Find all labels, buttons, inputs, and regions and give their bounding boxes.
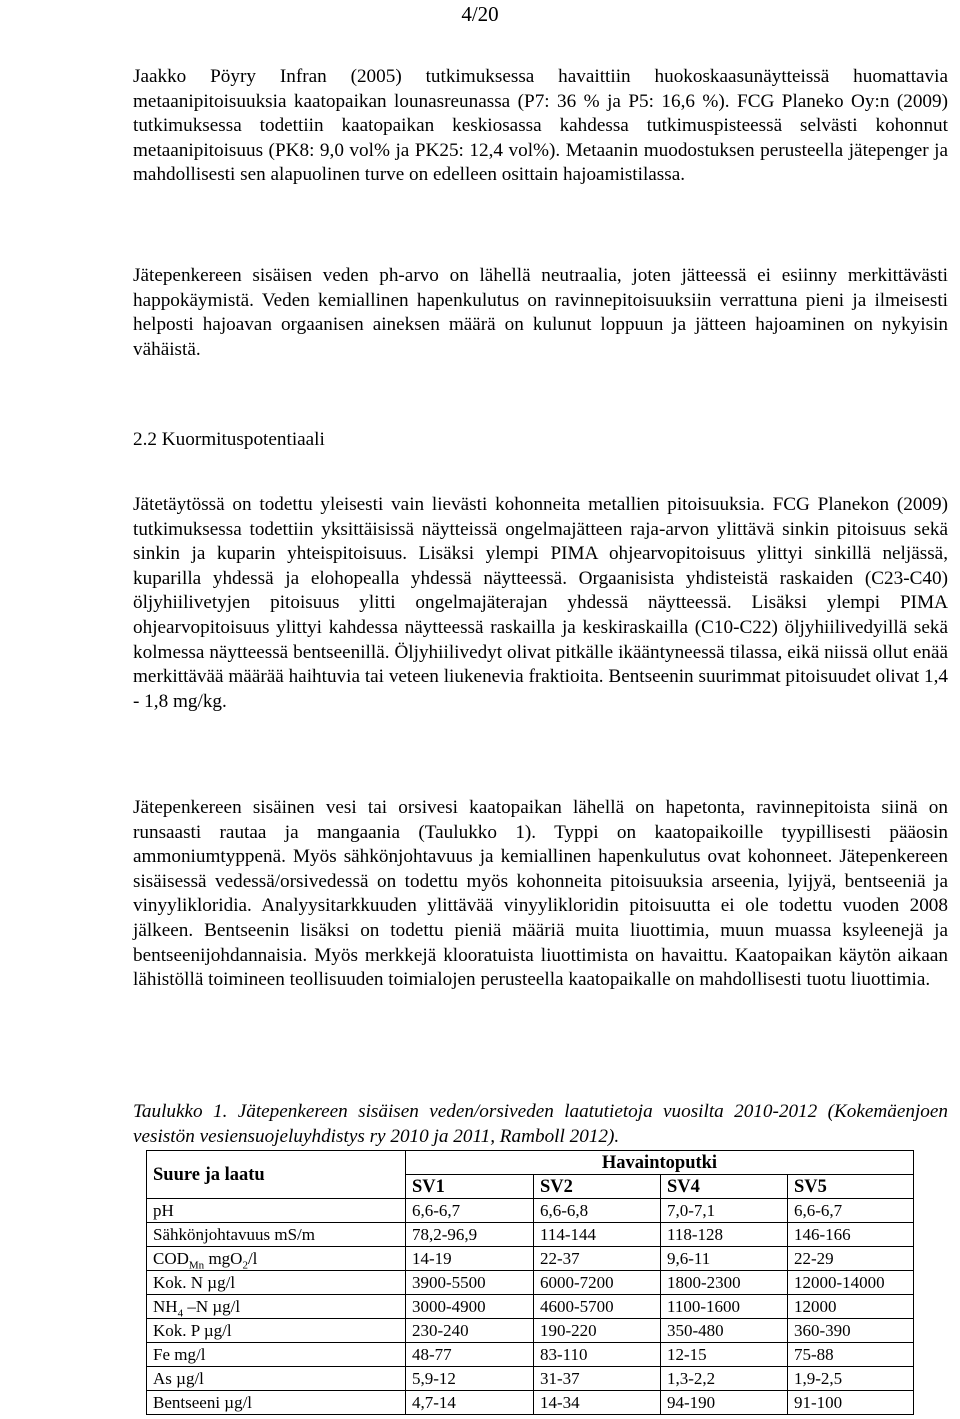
value-cell: 78,2-96,9 [406, 1223, 534, 1247]
label-text: NH [153, 1296, 178, 1316]
row-label-cell [147, 1223, 406, 1247]
value-cell: 12000-14000 [788, 1271, 914, 1295]
table-row [147, 1295, 914, 1319]
value-cell: 48-77 [406, 1343, 534, 1367]
column-header: SV2 [534, 1175, 661, 1199]
table-header-row [147, 1151, 914, 1175]
row-label-cell [147, 1271, 406, 1295]
table-row [147, 1223, 914, 1247]
table-row [147, 1391, 914, 1415]
row-label-cell [147, 1343, 406, 1367]
label-text: pH [153, 1200, 174, 1220]
value-cell: 5,9-12 [406, 1367, 534, 1391]
subscript: Mn [188, 1258, 205, 1271]
value-cell: 1,9-2,5 [788, 1367, 914, 1391]
label-text: Kok. N µg/l [153, 1272, 236, 1292]
value-cell: 6000-7200 [534, 1271, 661, 1295]
label-text: Fe mg/l [153, 1344, 206, 1364]
column-header: SV5 [788, 1175, 914, 1199]
row-label-cell [147, 1199, 406, 1223]
label-text: /l [247, 1248, 258, 1268]
value-cell: 6,6-6,8 [534, 1199, 661, 1223]
row-label-cell [147, 1319, 406, 1343]
value-cell: 12-15 [661, 1343, 788, 1367]
column-header: SV4 [661, 1175, 788, 1199]
value-cell: 1100-1600 [661, 1295, 788, 1319]
table-body [147, 1199, 914, 1415]
label-text: Sähkönjohtavuus mS/m [153, 1224, 315, 1244]
table-row [147, 1247, 914, 1271]
label-text: mgO [204, 1248, 243, 1268]
value-cell: 6,6-6,7 [406, 1199, 534, 1223]
value-cell: 3900-5500 [406, 1271, 534, 1295]
subscript: 4 [177, 1306, 184, 1319]
value-cell: 190-220 [534, 1319, 661, 1343]
value-cell: 7,0-7,1 [661, 1199, 788, 1223]
paragraph-ph: Jätepenkereen sisäisen veden ph-arvo on lähellä neutraalia, joten jätteessä ei esiinny merkittävästi happokäymistä. Veden kemiallinen hapenkulutus on ravinnepitoisuuksiin verrattuna pieni ja ilmeisesti helposti hajoavan orgaanisen aineksen määrä on kulunut loppuun ja jätteen hajoaminen on nykyisin vähäistä. [133, 265, 948, 360]
value-cell: 14-19 [406, 1247, 534, 1271]
value-cell: 1,3-2,2 [661, 1367, 788, 1391]
row-label-cell [147, 1367, 406, 1391]
paragraph-metals: Jätetäytössä on todettu yleisesti vain lievästi kohonneita metallien pitoisuuksia. FCG Planekon (2009) tutkimuksessa todettiin yksittäisissä näytteissä ongelmajätteen raja-arvon ylittävä sinkin pitoisuus sekä sinkin ja kuparin yhteispitoisuus. Lisäksi ylempi PIMA ohjearvopitoisuus ylittyi sinkillä neljässä, kuparilla yhdessä ja elohopealla yhdessä näytteessä. Orgaanisista yhdisteistä raskaiden (C23-C40) öljyhiilivetyjen pitoisuus ylitti ongelmajäterajan yhdessä näytteessä. Lisäksi ylempi PIMA ohjearvopitoisuus ylittyi kahdessa näytteessä raskailla ja keskiraskailla (C10-C22) öljyhiilivedyillä sekä kolmessa näytteessä bentseenillä. Öljyhiilivedyt olivat pitkälle ikääntyneessä tilassa, eikä niissä ollut enää merkittävää määrää haihtuvia tai veteen liukenevia fraktioita. Bentseenin suurimmat pitoisuudet olivat 1,4 - 1,8 mg/kg. [133, 494, 948, 712]
value-cell: 118-128 [661, 1223, 788, 1247]
row-label-cell [147, 1247, 406, 1271]
value-cell: 360-390 [788, 1319, 914, 1343]
value-cell: 3000-4900 [406, 1295, 534, 1319]
value-cell: 91-100 [788, 1391, 914, 1415]
value-cell: 4600-5700 [534, 1295, 661, 1319]
subscript: 2 [242, 1258, 248, 1271]
value-cell: 31-37 [534, 1367, 661, 1391]
label-text: Kok. P µg/l [153, 1320, 232, 1340]
value-cell: 75-88 [788, 1343, 914, 1367]
value-cell: 350-480 [661, 1319, 788, 1343]
column-header: SV1 [406, 1175, 534, 1199]
label-text: As µg/l [153, 1368, 204, 1388]
table-row [147, 1271, 914, 1295]
table-row [147, 1367, 914, 1391]
table-row [147, 1199, 914, 1223]
label-text: COD [153, 1248, 189, 1268]
value-cell: 83-110 [534, 1343, 661, 1367]
value-cell: 6,6-6,7 [788, 1199, 914, 1223]
table-row [147, 1319, 914, 1343]
paragraph-water: Jätepenkereen sisäinen vesi tai orsivesi kaatopaikan lähellä on hapetonta, ravinnepitoista siinä on runsaasti rautaa ja mangaania (Taulukko 1). Typpi on kaatopaikoille tyypillisesti pääosin ammoniumtyppenä. Myös sähkönjohtavuus ja kemiallinen hapenkulutus ovat kohonneet. Jätepenkereen sisäisessä vedessä/orsivedessä on todettu myös kohonneita pitoisuuksia arseenia, lyijyä, bentseeniä ja vinyylikloridia. Analyysitarkkuuden ylittävää vinyylikloridin pitoisuutta ei ole todettu vuoden 2008 jälkeen. Bentseenin lisäksi on todettu pieniä määriä muita liuottimia, muun muassa ksyleenejä ja bentseenijohdannaisia. Myös merkkejä klooratuista liuottimista on havaittu. Kaatopaikan käytön aikaan lähistöllä toimineen teollisuuden toimialojen perusteella kaatopaikalle on mahdollisesti tuotu liuottimia. [133, 797, 948, 991]
value-cell: 94-190 [661, 1391, 788, 1415]
value-cell: 146-166 [788, 1223, 914, 1247]
row-label-cell [147, 1295, 406, 1319]
value-cell: 230-240 [406, 1319, 534, 1343]
value-cell: 1800-2300 [661, 1271, 788, 1295]
section-heading: 2.2 Kuormituspotentiaali [133, 429, 325, 450]
label-text: Bentseeni µg/l [153, 1392, 253, 1412]
page-number: 4/20 [461, 2, 499, 26]
table-row [147, 1343, 914, 1367]
table-caption: Taulukko 1. Jätepenkereen sisäisen veden/orsiveden laatutietoja vuosilta 2010-2012 (Kokemäenjoen vesistön vesiensuojeluyhdistys ry 2010 ja 2011, Ramboll 2012). [133, 1101, 948, 1147]
group-header-cell: Havaintoputki [406, 1151, 914, 1175]
value-cell: 22-37 [534, 1247, 661, 1271]
value-cell: 4,7-14 [406, 1391, 534, 1415]
value-cell: 9,6-11 [661, 1247, 788, 1271]
row-label-cell [147, 1391, 406, 1415]
water-quality-table [146, 1150, 914, 1415]
value-cell: 22-29 [788, 1247, 914, 1271]
value-cell: 12000 [788, 1295, 914, 1319]
paragraph-methane: Jaakko Pöyry Infran (2005) tutkimuksessa havaittiin huokoskaasunäytteissä huomattavia metaanipitoisuuksia kaatopaikan lounasreunassa (P7: 36 % ja P5: 16,6 %). FCG Planeko Oy:n (2009) tutkimuksessa todettiin kaatopaikan keskiosassa kahdessa tutkimuspisteessä selvästi kohonnut metaanipitoisuus (PK8: 9,0 vol% ja PK25: 12,4 vol%). Metaanin muodostuksen perusteella jätepenger ja mahdollisesti sen alapuolinen turve on edelleen osittain hajoamistilassa. [133, 66, 948, 186]
value-cell: 114-144 [534, 1223, 661, 1247]
row-header-cell: Suure ja laatu [147, 1151, 406, 1199]
value-cell: 14-34 [534, 1391, 661, 1415]
label-text: –N µg/l [183, 1296, 241, 1316]
